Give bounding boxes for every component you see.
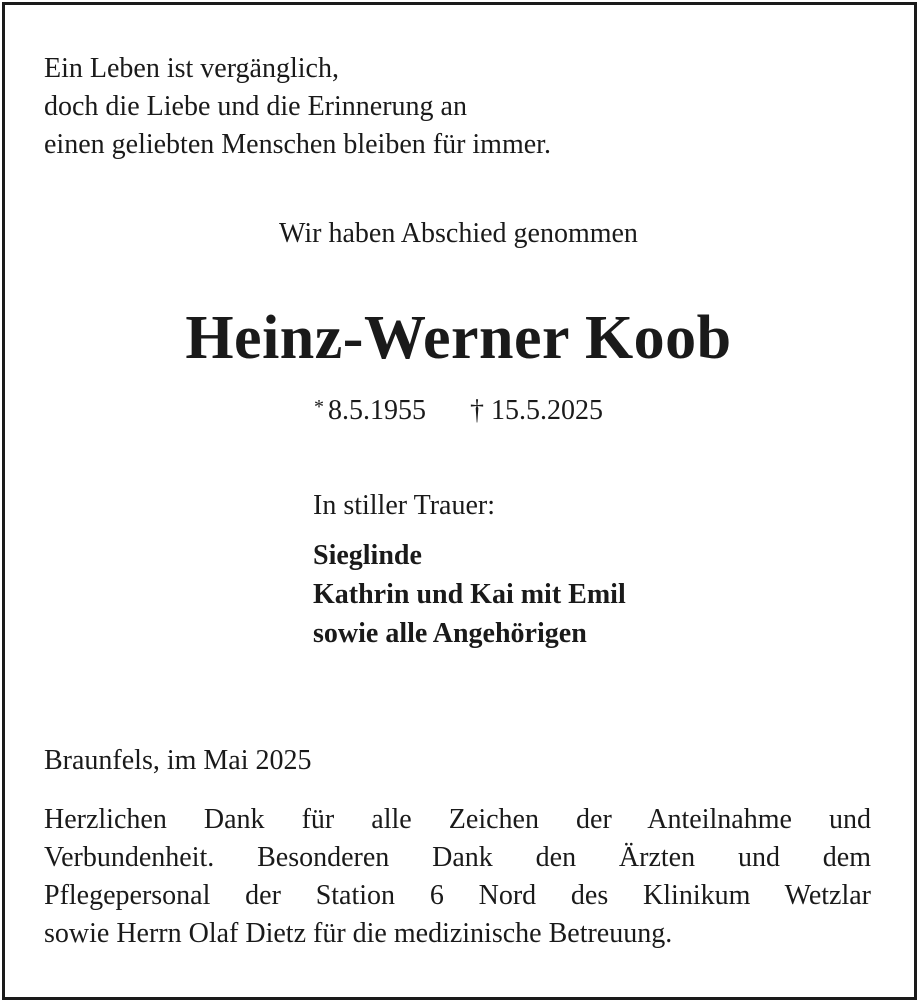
thanks-line: Pflegepersonal der Station 6 Nord des Klinikum Wetzlar (44, 880, 871, 911)
mourner: Sieglinde (313, 540, 422, 571)
death-date: 15.5.2025 (491, 395, 603, 426)
mourner: Kathrin und Kai mit Emil (313, 579, 626, 610)
mourning-heading: In stiller Trauer: (313, 490, 495, 521)
thanks-line: Herzlichen Dank für alle Zeichen der Anteilnahme und (44, 804, 871, 835)
poem-line: Ein Leben ist vergänglich, (44, 53, 339, 84)
farewell-text: Wir haben Abschied genommen (279, 218, 638, 249)
poem-line: doch die Liebe und die Erinnerung an (44, 91, 467, 122)
poem-line: einen geliebten Menschen bleiben für immer. (44, 129, 551, 160)
life-dates (0, 388, 917, 430)
deceased-name: Heinz-Werner Koob (185, 304, 732, 372)
thanks-line: sowie Herrn Olaf Dietz für die medizinische Betreuung. (44, 918, 673, 949)
birth-symbol: * (314, 396, 324, 418)
mourners-list (313, 536, 626, 653)
thanks-line: Verbundenheit. Besonderen Dank den Ärzten und dem (44, 842, 871, 873)
thanks-paragraph (44, 801, 871, 953)
birth-date: 8.5.1955 (328, 395, 426, 426)
poem (44, 50, 551, 164)
place-date: Braunfels, im Mai 2025 (44, 745, 312, 776)
mourner: sowie alle Angehörigen (313, 618, 587, 649)
death-symbol: † (470, 395, 484, 426)
